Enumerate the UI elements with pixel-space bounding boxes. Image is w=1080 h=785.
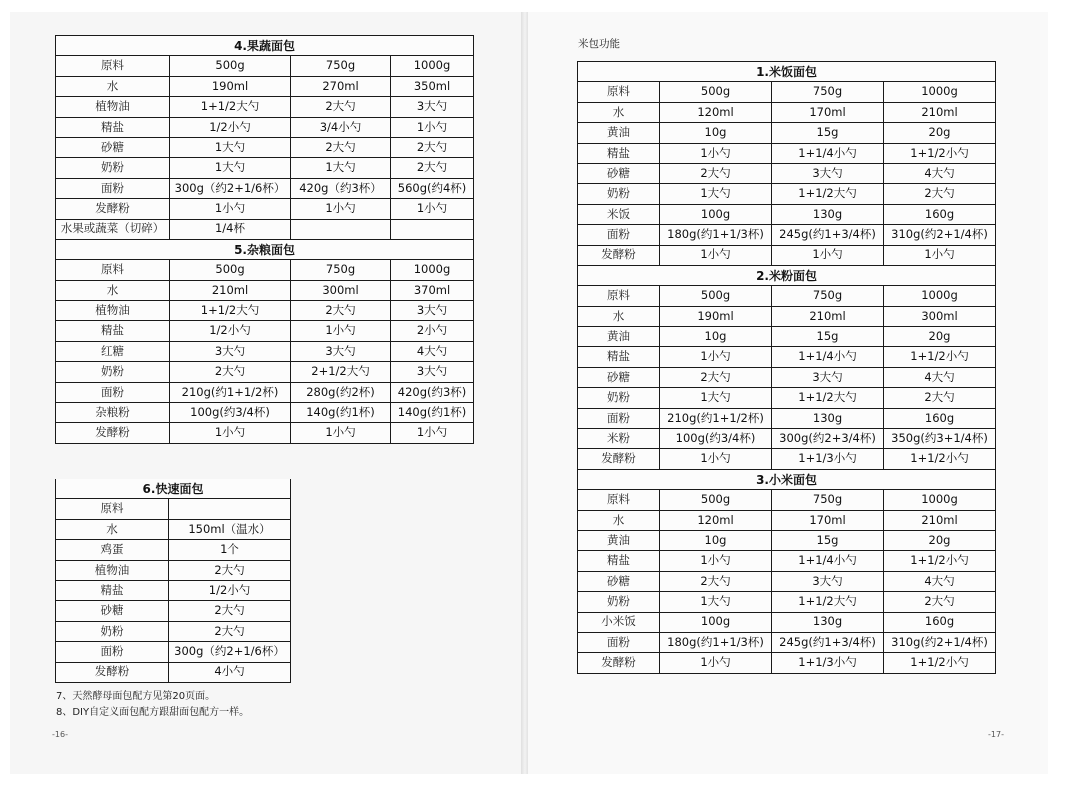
section-title: 3.小米面包 <box>578 469 996 489</box>
ingredient-amount: 1/2小勺 <box>170 321 291 341</box>
ingredient-amount: 1大勺 <box>660 388 772 408</box>
table-row <box>578 388 996 408</box>
ingredient-label: 红糖 <box>56 341 170 361</box>
ingredient-label: 发酵粉 <box>56 662 169 682</box>
table-row <box>56 56 474 76</box>
ingredient-label: 原料 <box>578 82 660 102</box>
ingredient-amount: 3大勺 <box>772 367 884 387</box>
section-quick-bread <box>56 479 291 682</box>
ingredient-amount: 1/2小勺 <box>169 580 291 600</box>
ingredient-label: 原料 <box>56 56 170 76</box>
ingredient-amount: 350ml <box>391 76 474 96</box>
ingredient-label: 水 <box>578 306 660 326</box>
ingredient-label: 精盐 <box>56 580 169 600</box>
section-title-row <box>56 239 474 259</box>
ingredient-label: 精盐 <box>56 321 170 341</box>
ingredient-amount: 1小勺 <box>660 347 772 367</box>
rice-bread-function-header: 米包功能 <box>578 38 620 50</box>
ingredient-amount: 3大勺 <box>391 362 474 382</box>
ingredient-amount: 1/4杯 <box>170 219 291 239</box>
table-row <box>56 219 474 239</box>
ingredient-amount: 1000g <box>884 82 996 102</box>
ingredient-amount: 1+1/2大勺 <box>170 301 291 321</box>
ingredient-amount: 1小勺 <box>391 117 474 137</box>
ingredient-amount: 3大勺 <box>772 571 884 591</box>
ingredient-label: 米粉 <box>578 429 660 449</box>
ingredient-amount: 15g <box>772 123 884 143</box>
table-row <box>578 429 996 449</box>
table-row <box>56 301 474 321</box>
ingredient-label: 黄油 <box>578 530 660 550</box>
table-row <box>578 184 996 204</box>
ingredient-label: 水 <box>578 510 660 530</box>
ingredient-amount: 1+1/2大勺 <box>772 592 884 612</box>
table-row <box>56 260 474 280</box>
ingredient-amount: 420g(约3杯) <box>391 382 474 402</box>
ingredient-label: 植物油 <box>56 97 170 117</box>
ingredient-amount: 2大勺 <box>169 601 291 621</box>
table-row <box>56 280 474 300</box>
ingredient-amount: 1+1/2大勺 <box>772 388 884 408</box>
table-row <box>578 327 996 347</box>
ingredient-amount: 100g(约3/4杯) <box>170 403 291 423</box>
ingredient-amount: 160g <box>884 204 996 224</box>
ingredient-label: 砂糖 <box>578 367 660 387</box>
ingredient-amount: 280g(约2杯) <box>291 382 391 402</box>
ingredient-label: 面粉 <box>56 382 170 402</box>
table-row <box>578 551 996 571</box>
ingredient-amount: 560g(约4杯) <box>391 178 474 198</box>
ingredient-amount: 2大勺 <box>291 97 391 117</box>
ingredient-amount: 210g(约1+1/2杯) <box>170 382 291 402</box>
ingredient-amount: 500g <box>660 286 772 306</box>
table-row <box>56 382 474 402</box>
table-row <box>578 510 996 530</box>
ingredient-label: 面粉 <box>56 642 169 662</box>
ingredient-amount: 1+1/2大勺 <box>772 184 884 204</box>
ingredient-amount: 120ml <box>660 102 772 122</box>
ingredient-amount: 1+1/2小勺 <box>884 347 996 367</box>
section-title: 5.杂粮面包 <box>56 239 474 259</box>
ingredient-amount: 210ml <box>170 280 291 300</box>
ingredient-label: 奶粉 <box>56 621 169 641</box>
ingredient-amount: 350g(约3+1/4杯) <box>884 429 996 449</box>
ingredient-amount: 1大勺 <box>660 592 772 612</box>
ingredient-label: 奶粉 <box>578 592 660 612</box>
ingredient-amount: 750g <box>772 286 884 306</box>
ingredient-label: 精盐 <box>578 347 660 367</box>
ingredient-amount: 1+1/4小勺 <box>772 143 884 163</box>
table-row <box>56 158 474 178</box>
ingredient-amount: 1+1/2小勺 <box>884 551 996 571</box>
ingredient-label: 杂粮粉 <box>56 403 170 423</box>
ingredient-amount: 2大勺 <box>291 137 391 157</box>
ingredient-amount: 1小勺 <box>391 423 474 443</box>
ingredient-amount: 1+1/2小勺 <box>884 449 996 469</box>
table-row <box>56 117 474 137</box>
ingredient-amount: 20g <box>884 123 996 143</box>
ingredient-label: 黄油 <box>578 327 660 347</box>
ingredient-amount <box>169 499 291 519</box>
ingredient-amount: 10g <box>660 123 772 143</box>
table-row <box>56 178 474 198</box>
ingredient-amount: 3大勺 <box>291 341 391 361</box>
table-row <box>578 306 996 326</box>
ingredient-amount: 1小勺 <box>660 245 772 265</box>
ingredient-amount: 2大勺 <box>884 592 996 612</box>
section-title-row <box>578 265 996 285</box>
ingredient-amount: 210ml <box>772 306 884 326</box>
ingredient-label: 砂糖 <box>56 601 169 621</box>
ingredient-amount: 1小勺 <box>291 199 391 219</box>
ingredient-amount: 310g(约2+1/4杯) <box>884 632 996 652</box>
table-row <box>56 662 291 682</box>
ingredient-amount: 4小勺 <box>169 662 291 682</box>
ingredient-amount: 1小勺 <box>660 449 772 469</box>
ingredient-label: 奶粉 <box>578 388 660 408</box>
ingredient-label: 植物油 <box>56 301 170 321</box>
ingredient-amount: 15g <box>772 327 884 347</box>
left-recipe-table <box>55 35 474 444</box>
ingredient-amount: 1000g <box>391 260 474 280</box>
ingredient-amount: 4大勺 <box>391 341 474 361</box>
ingredient-amount: 2大勺 <box>884 388 996 408</box>
ingredient-amount: 120ml <box>660 510 772 530</box>
ingredient-amount: 2大勺 <box>884 184 996 204</box>
table-row <box>578 123 996 143</box>
ingredient-label: 砂糖 <box>56 137 170 157</box>
table-row <box>578 592 996 612</box>
quick-bread-table <box>55 479 291 683</box>
ingredient-amount: 2大勺 <box>660 367 772 387</box>
ingredient-amount: 2+1/2大勺 <box>291 362 391 382</box>
ingredient-amount: 1大勺 <box>660 184 772 204</box>
ingredient-label: 原料 <box>56 260 170 280</box>
ingredient-amount: 1小勺 <box>884 245 996 265</box>
section-title-row <box>56 36 474 56</box>
ingredient-amount: 170ml <box>772 510 884 530</box>
table-row <box>578 653 996 673</box>
ingredient-amount: 750g <box>772 82 884 102</box>
ingredient-label: 原料 <box>578 490 660 510</box>
ingredient-amount: 130g <box>772 408 884 428</box>
ingredient-amount: 20g <box>884 327 996 347</box>
ingredient-amount: 750g <box>291 56 391 76</box>
ingredient-amount: 3大勺 <box>391 97 474 117</box>
ingredient-label: 鸡蛋 <box>56 540 169 560</box>
section-title-row <box>578 469 996 489</box>
page-number-left: -16- <box>52 730 68 739</box>
ingredient-amount: 1小勺 <box>660 551 772 571</box>
ingredient-amount: 1小勺 <box>291 321 391 341</box>
ingredient-amount: 4大勺 <box>884 163 996 183</box>
table-row <box>56 97 474 117</box>
ingredient-amount: 1小勺 <box>170 199 291 219</box>
ingredient-amount: 1+1/2小勺 <box>884 653 996 673</box>
right-recipe-table <box>577 61 996 674</box>
ingredient-amount: 1+1/3小勺 <box>772 653 884 673</box>
table-row <box>56 621 291 641</box>
ingredient-amount: 160g <box>884 612 996 632</box>
ingredient-amount: 1大勺 <box>291 158 391 178</box>
ingredient-amount: 1+1/2小勺 <box>884 143 996 163</box>
ingredient-label: 发酵粉 <box>578 653 660 673</box>
ingredient-amount: 20g <box>884 530 996 550</box>
ingredient-amount: 170ml <box>772 102 884 122</box>
ingredient-label: 水果或蔬菜（切碎） <box>56 219 170 239</box>
ingredient-amount: 300ml <box>291 280 391 300</box>
ingredient-amount: 180g(约1+1/3杯) <box>660 632 772 652</box>
ingredient-amount: 500g <box>660 490 772 510</box>
ingredient-label: 植物油 <box>56 560 169 580</box>
section-fruit-veg-bread <box>56 36 474 240</box>
ingredient-amount: 420g（约3杯） <box>291 178 391 198</box>
ingredient-amount: 2大勺 <box>169 560 291 580</box>
table-row <box>578 245 996 265</box>
ingredient-amount: 1小勺 <box>772 245 884 265</box>
ingredient-label: 原料 <box>56 499 169 519</box>
ingredient-label: 精盐 <box>56 117 170 137</box>
ingredient-label: 砂糖 <box>578 571 660 591</box>
ingredient-amount: 300ml <box>884 306 996 326</box>
ingredient-amount: 1大勺 <box>170 137 291 157</box>
ingredient-label: 黄油 <box>578 123 660 143</box>
ingredient-label: 奶粉 <box>56 362 170 382</box>
ingredient-amount: 1+1/3小勺 <box>772 449 884 469</box>
note-natural-yeast: 7、天然酵母面包配方见第20页面。 <box>56 691 216 702</box>
ingredient-label: 发酵粉 <box>56 199 170 219</box>
ingredient-label: 小米饭 <box>578 612 660 632</box>
ingredient-amount: 2大勺 <box>391 137 474 157</box>
ingredient-amount: 2大勺 <box>170 362 291 382</box>
table-row <box>578 367 996 387</box>
ingredient-label: 米饭 <box>578 204 660 224</box>
table-row <box>578 612 996 632</box>
ingredient-amount: 310g(约2+1/4杯) <box>884 225 996 245</box>
ingredient-label: 发酵粉 <box>578 449 660 469</box>
table-row <box>56 137 474 157</box>
table-row <box>578 82 996 102</box>
ingredient-amount: 4大勺 <box>884 367 996 387</box>
table-row <box>56 560 291 580</box>
ingredient-amount: 15g <box>772 530 884 550</box>
ingredient-amount: 210ml <box>884 510 996 530</box>
table-row <box>578 102 996 122</box>
ingredient-amount: 750g <box>772 490 884 510</box>
ingredient-amount: 1小勺 <box>291 423 391 443</box>
table-row <box>56 403 474 423</box>
section-title: 4.果蔬面包 <box>56 36 474 56</box>
ingredient-amount: 1大勺 <box>170 158 291 178</box>
ingredient-label: 水 <box>56 76 170 96</box>
table-row <box>56 580 291 600</box>
ingredient-label: 水 <box>56 280 170 300</box>
section-title: 6.快速面包 <box>56 479 291 499</box>
ingredient-amount: 2大勺 <box>291 301 391 321</box>
ingredient-amount: 2大勺 <box>660 571 772 591</box>
ingredient-amount <box>391 219 474 239</box>
ingredient-amount: 1+1/4小勺 <box>772 347 884 367</box>
section-title-row <box>578 62 996 82</box>
ingredient-amount: 130g <box>772 204 884 224</box>
ingredient-amount: 1000g <box>884 286 996 306</box>
ingredient-amount: 1+1/4小勺 <box>772 551 884 571</box>
ingredient-amount: 10g <box>660 327 772 347</box>
ingredient-amount: 500g <box>660 82 772 102</box>
table-row <box>56 76 474 96</box>
ingredient-amount: 210g(约1+1/2杯) <box>660 408 772 428</box>
ingredient-amount: 4大勺 <box>884 571 996 591</box>
ingredient-amount: 245g(约1+3/4杯) <box>772 225 884 245</box>
table-row <box>578 347 996 367</box>
ingredient-amount: 140g(约1杯) <box>291 403 391 423</box>
ingredient-amount: 2大勺 <box>391 158 474 178</box>
ingredient-amount: 750g <box>291 260 391 280</box>
ingredient-label: 水 <box>56 519 169 539</box>
table-row <box>56 499 291 519</box>
note-diy-bread: 8、DIY自定义面包配方跟甜面包配方一样。 <box>56 707 250 718</box>
table-row <box>56 321 474 341</box>
ingredient-amount: 1小勺 <box>660 653 772 673</box>
ingredient-amount: 3大勺 <box>170 341 291 361</box>
table-row <box>56 341 474 361</box>
section-millet-bread <box>578 469 996 673</box>
ingredient-amount: 1小勺 <box>660 143 772 163</box>
ingredient-amount: 160g <box>884 408 996 428</box>
page-number-right: -17- <box>988 730 1004 739</box>
table-row <box>578 632 996 652</box>
ingredient-amount: 370ml <box>391 280 474 300</box>
ingredient-label: 奶粉 <box>56 158 170 178</box>
ingredient-amount: 1小勺 <box>170 423 291 443</box>
ingredient-label: 砂糖 <box>578 163 660 183</box>
table-row <box>578 408 996 428</box>
ingredient-label: 原料 <box>578 286 660 306</box>
ingredient-label: 面粉 <box>56 178 170 198</box>
ingredient-amount: 130g <box>772 612 884 632</box>
table-row <box>56 362 474 382</box>
ingredient-amount: 190ml <box>170 76 291 96</box>
table-row <box>56 642 291 662</box>
table-row <box>578 530 996 550</box>
table-row <box>578 286 996 306</box>
ingredient-amount: 1+1/2大勺 <box>170 97 291 117</box>
table-row <box>56 601 291 621</box>
ingredient-amount: 3大勺 <box>391 301 474 321</box>
ingredient-label: 发酵粉 <box>56 423 170 443</box>
table-row <box>578 490 996 510</box>
ingredient-label: 面粉 <box>578 408 660 428</box>
ingredient-amount: 180g(约1+1/3杯) <box>660 225 772 245</box>
table-row <box>56 540 291 560</box>
ingredient-amount: 2大勺 <box>660 163 772 183</box>
ingredient-amount: 140g(约1杯) <box>391 403 474 423</box>
table-row <box>578 143 996 163</box>
section-rice-bread <box>578 62 996 266</box>
table-row <box>56 519 291 539</box>
table-row <box>578 163 996 183</box>
section-title: 2.米粉面包 <box>578 265 996 285</box>
section-title: 1.米饭面包 <box>578 62 996 82</box>
table-row <box>578 204 996 224</box>
ingredient-amount: 1000g <box>391 56 474 76</box>
ingredient-amount <box>291 219 391 239</box>
ingredient-amount: 2小勺 <box>391 321 474 341</box>
ingredient-amount: 100g <box>660 612 772 632</box>
ingredient-amount: 150ml（温水） <box>169 519 291 539</box>
ingredient-amount: 270ml <box>291 76 391 96</box>
ingredient-amount: 500g <box>170 260 291 280</box>
ingredient-amount: 3大勺 <box>772 163 884 183</box>
ingredient-amount: 2大勺 <box>169 621 291 641</box>
table-row <box>56 423 474 443</box>
ingredient-amount: 500g <box>170 56 291 76</box>
ingredient-amount: 300g(约2+3/4杯) <box>772 429 884 449</box>
ingredient-amount: 300g（约2+1/6杯） <box>169 642 291 662</box>
ingredient-amount: 1/2小勺 <box>170 117 291 137</box>
ingredient-label: 水 <box>578 102 660 122</box>
section-rice-flour-bread <box>578 265 996 469</box>
ingredient-amount: 1小勺 <box>391 199 474 219</box>
ingredient-label: 精盐 <box>578 551 660 571</box>
ingredient-amount: 1个 <box>169 540 291 560</box>
ingredient-label: 精盐 <box>578 143 660 163</box>
table-row <box>578 449 996 469</box>
ingredient-label: 奶粉 <box>578 184 660 204</box>
ingredient-amount: 3/4小勺 <box>291 117 391 137</box>
ingredient-label: 面粉 <box>578 632 660 652</box>
ingredient-amount: 10g <box>660 530 772 550</box>
ingredient-label: 面粉 <box>578 225 660 245</box>
ingredient-amount: 190ml <box>660 306 772 326</box>
section-grain-bread <box>56 239 474 443</box>
ingredient-amount: 245g(约1+3/4杯) <box>772 632 884 652</box>
table-row <box>56 199 474 219</box>
ingredient-amount: 100g(约3/4杯) <box>660 429 772 449</box>
ingredient-label: 发酵粉 <box>578 245 660 265</box>
section-title-row <box>56 479 291 499</box>
ingredient-amount: 100g <box>660 204 772 224</box>
ingredient-amount: 300g（约2+1/6杯） <box>170 178 291 198</box>
table-row <box>578 225 996 245</box>
ingredient-amount: 1000g <box>884 490 996 510</box>
table-row <box>578 571 996 591</box>
ingredient-amount: 210ml <box>884 102 996 122</box>
